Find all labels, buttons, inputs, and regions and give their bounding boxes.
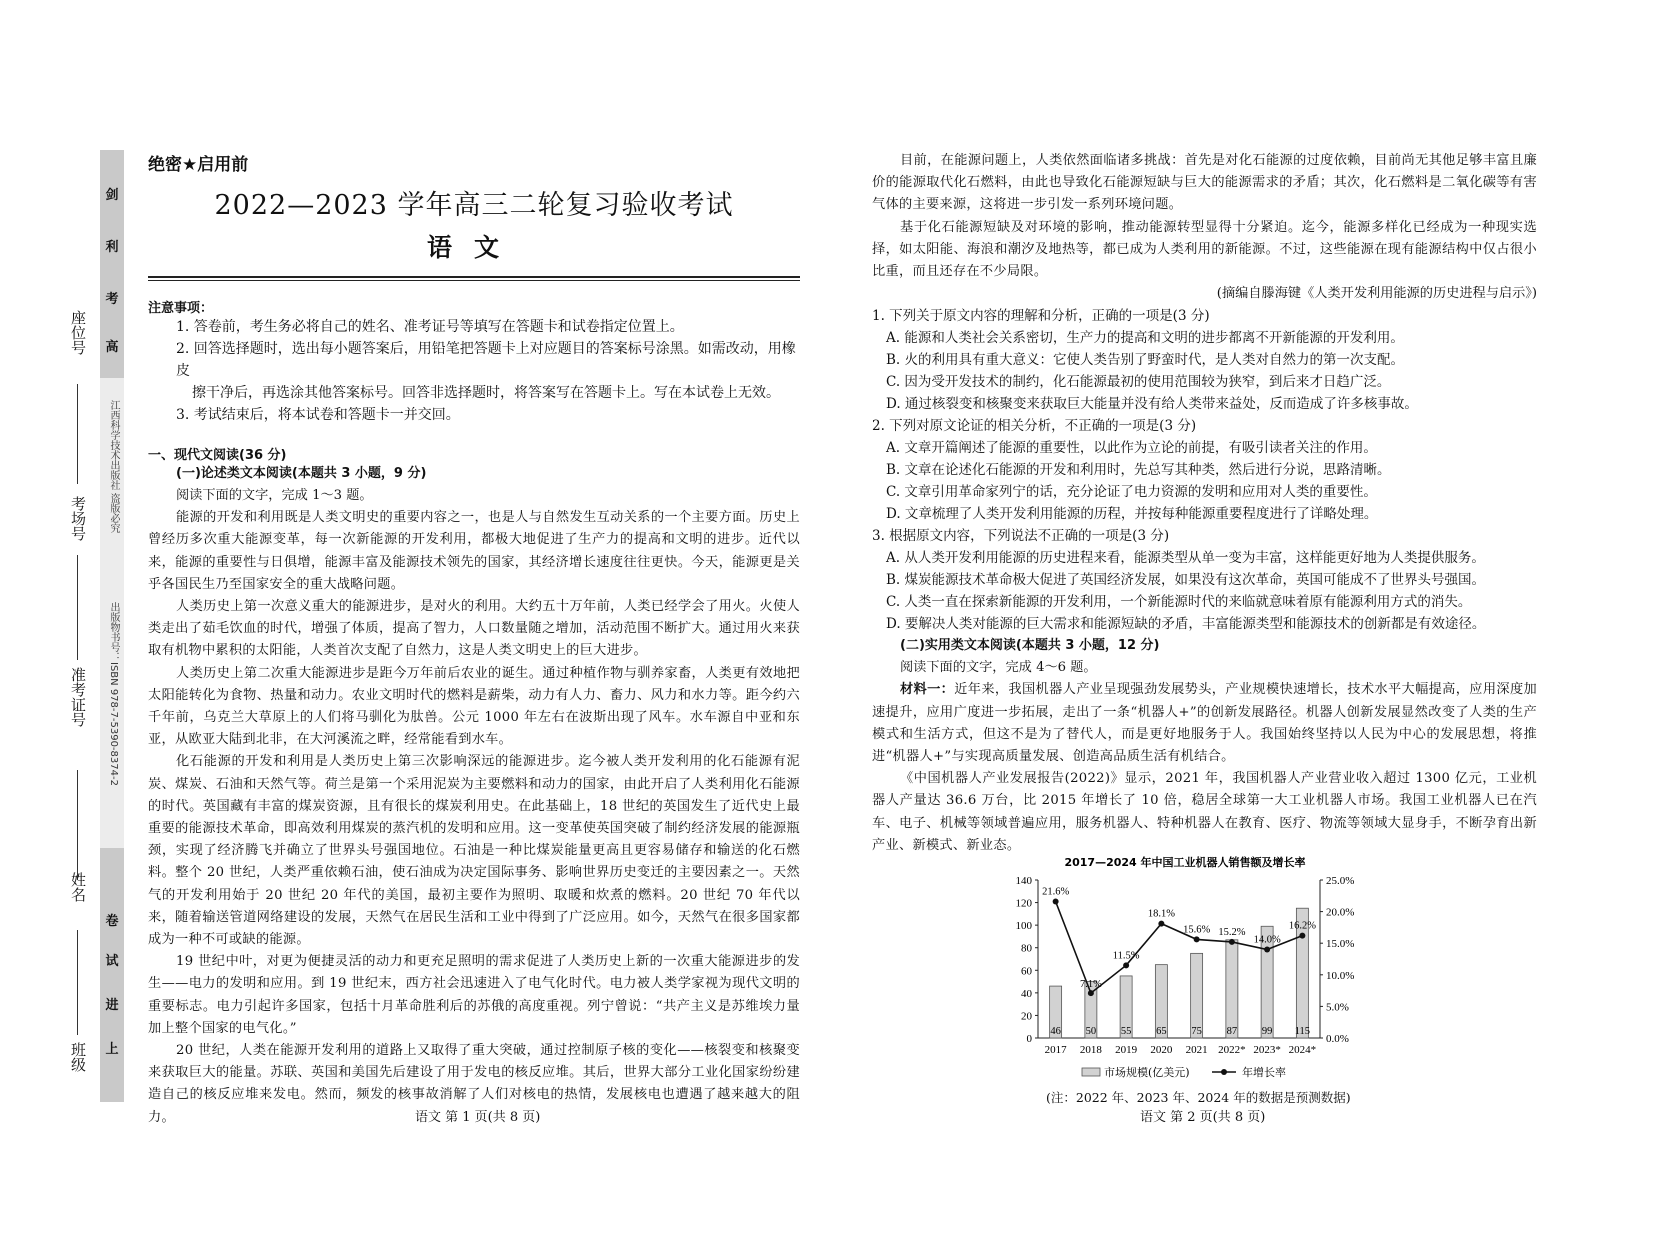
- question-option: D. 文章梳理了人类开发利用能源的历程，并按每种能源重要程度进行了详略处理。: [886, 506, 1378, 523]
- left-tick-label: 60: [1021, 965, 1032, 978]
- question-option: C. 人类一直在探索新能源的开发利用，一个新能源时代的来临就意味着原有能源利用方式的消失。: [886, 594, 1472, 611]
- seat-number-line[interactable]: [77, 384, 78, 484]
- growth-rate-point: [1158, 921, 1164, 927]
- right-tick-label: 15.0%: [1326, 938, 1355, 951]
- question-option: C. 因为受开发技术的制约，化石能源最初的使用范围较为狭窄，到后来才日趋广泛。: [886, 374, 1391, 391]
- growth-rate-point: [1123, 962, 1129, 968]
- x-tick-label: 2019: [1115, 1044, 1138, 1056]
- x-tick-label: 2020: [1150, 1044, 1173, 1056]
- right-tick-label: 25.0%: [1326, 875, 1355, 887]
- section-heading: 一、现代文阅读(36 分): [148, 448, 287, 463]
- question-option: D. 要解决人类对能源的巨大需求和能源短缺的矛盾，丰富能源类型和能源技术的创新都是有效途径。: [886, 616, 1486, 633]
- left-tick-label: 140: [1015, 875, 1032, 887]
- passage-paragraph: 人类历史上第二次重大能源进步是距今万年前后农业的诞生。通过种植作物与驯养家畜，人类更有效地把太阳能转化为食物、热量和动力。农业文明时代的燃料是薪柴，动力有人力、畜力、风力和水力等。距今约六千年前，乌克兰大草原上的人们将马驯化为肽兽。公元 1000 年左右在波斯出现了风车。水车源自中亚和东亚，从欧亚大陆到北非，在大河溪流之畔，经常能看到水车。: [148, 665, 800, 748]
- x-tick-label: 2017: [1044, 1044, 1067, 1056]
- left-tick-label: 80: [1021, 942, 1032, 955]
- question-option: A. 能源和人类社会关系密切，生产力的提高和文明的进步都离不开新能源的开发利用。: [886, 330, 1404, 347]
- question-option: A. 从人类开发利用能源的历史进程来看，能源类型从单一变为丰富，这样能更好地为人类提供服务。: [886, 550, 1485, 567]
- legend-bar-swatch: [1082, 1068, 1100, 1076]
- exam-title: 2022—2023 学年高三二轮复习验收考试: [214, 190, 734, 221]
- x-tick-label: 2021: [1185, 1044, 1208, 1056]
- passage-paragraph: 19 世纪中叶，对更为便捷灵活的动力和更充足照明的需求促进了人类历史上新的一次重大能源进步的发生——电力的发明和应用。到 19 世纪末，西方社会迅速进入了电气化时代。电力被人类学家视为现代文明的重要标志。电力引起许多国家，包括十月革命胜利后的苏俄的高度重视。列宁曾说：“共产主义是苏维埃力量加上整个国家的电气化。”: [148, 954, 800, 1036]
- question-stem: 2. 下列对原文论证的相关分析，不正确的一项是(3 分): [872, 418, 1197, 435]
- bar-value-label: 65: [1156, 1026, 1167, 1037]
- page-2: [872, 150, 1537, 857]
- legend-line-label: 年增长率: [1242, 1066, 1286, 1079]
- bar-value-label: 46: [1050, 1026, 1061, 1037]
- binding-char: 考: [105, 292, 119, 307]
- material-1-text: 近年来，我国机器人产业呈现强劲发展势头，产业规模快速增长，技术水平大幅提高，应用深度加速提升，应用广度进一步拓展，走出了一条“机器人+”的创新发展路径。机器人创新发展显然改变了人类的生产模式和生活方式，但这不是为了替代人，而是更好地服务于人。我国始终坚持以人民为中心的发展思想，将推进“机器人+”与实现高质量发展、创造高品质生活有机结合。: [872, 682, 1537, 765]
- right-tick-label: 5.0%: [1326, 1001, 1349, 1014]
- right-tick-label: 20.0%: [1326, 906, 1355, 919]
- x-tick-label: 2018: [1079, 1044, 1102, 1056]
- question-stem: 3. 根据原文内容，下列说法不正确的一项是(3 分): [872, 528, 1170, 545]
- passage-paragraph: 20 世纪，人类在能源开发利用的道路上又取得了重大突破，通过控制原子核的变化——核裂变和核聚变来获取巨大的能量。苏联、英国和美国先后建设了用于发电的核反应堆。其后，世界大部分工业化国家纷纷建造自己的核反应堆来发电。然而，频发的核事故消解了人们对核电的热情，发展核电也遭遇了越来越大的阻力。: [148, 1043, 800, 1125]
- x-tick-label: 2024*: [1288, 1044, 1317, 1056]
- growth-rate-point: [1299, 933, 1305, 939]
- growth-rate-point: [1194, 936, 1200, 942]
- material-1-lead: 材料一：: [900, 682, 955, 698]
- question-option: A. 文章开篇阐述了能源的重要性，以此作为立论的前提，有吸引读者关注的作用。: [886, 440, 1377, 457]
- question-option: B. 煤炭能源技术革命极大促进了英国经济发展，如果没有这次革命，英国可能成不了世界头号强国。: [886, 572, 1486, 589]
- page-1: [148, 150, 800, 1129]
- binding-strip: [100, 150, 124, 1102]
- question-option: B. 火的利用具有重大意义：它使人类告别了野蛮时代，是人类对自然力的第一次支配。: [886, 352, 1405, 369]
- question-stem: 1. 下列关于原文内容的理解和分析，正确的一项是(3 分): [872, 308, 1210, 325]
- chart-canvas: [990, 854, 1380, 1104]
- class-label: 班级: [69, 1042, 87, 1072]
- name-label: 姓名: [69, 872, 87, 902]
- left-tick-label: 40: [1021, 987, 1032, 1000]
- question-option: D. 通过核裂变和核聚变来获取巨大能量并没有给人类带来益处，反而造成了许多核事故。: [886, 396, 1418, 413]
- notice-item: 2. 回答选择题时，选出每小题答案后，用铅笔把答题卡上对应题目的答案标号涂黑。如需改动，用橡皮: [176, 341, 796, 379]
- material-1-paragraph-2: 《中国机器人产业发展报告(2022)》显示，2021 年，我国机器人产业营业收入超过 1300 亿元，工业机器人产量达 36.6 万台，比 2015 年增长了 10 倍，稳居全球第一大工业机器人市场。我国工业机器人已在汽车、电子、机械等领域普遍应用，服务机器人、特种机器人在教育、医疗、物流等领域大显身手，不断孕育出新产业、新模式、新业态。: [872, 771, 1537, 853]
- chart-title: 2017—2024 年中国工业机器人销售额及增长率: [1064, 856, 1306, 869]
- bar-value-label: 75: [1191, 1026, 1202, 1037]
- robot-sales-chart: [990, 854, 1380, 1108]
- growth-rate-label: 14.0%: [1253, 934, 1281, 946]
- binding-char: 剑: [105, 188, 119, 203]
- passage-paragraph: 基于化石能源短缺及对环境的影响，推动能源转型显得十分紧迫。迄今，能源多样化已经成为一种现实选择，如太阳能、海浪和潮汐及地热等，都已成为人类利用的新能源。不过，这些能源在现有能源结构中仅占很小比重，而且还存在不少局限。: [872, 219, 1537, 280]
- binding-char: 高: [105, 340, 119, 355]
- binding-char: 上: [105, 1042, 119, 1057]
- admission-number-line[interactable]: [77, 770, 78, 880]
- passage-paragraph: 目前，在能源问题上，人类依然面临诸多挑战：首先是对化石能源的过度依赖，目前尚无其他足够丰富且廉价的能源取代化石燃料，由此也导致化石能源短缺与巨大的能源需求的矛盾；其次，化石燃料是二氧化碳等有害气体的主要来源，这将进一步引发一系列环境问题。: [872, 153, 1537, 213]
- left-tick-label: 120: [1015, 897, 1032, 910]
- exam-room-label: 考场号: [69, 496, 87, 541]
- bar-value-label: 99: [1261, 1026, 1273, 1037]
- page-2-footer: 语文 第 2 页(共 8 页): [1140, 1110, 1266, 1125]
- right-tick-label: 0.0%: [1326, 1033, 1349, 1045]
- growth-rate-label: 15.6%: [1183, 924, 1211, 936]
- passage-paragraph: 能源的开发和利用既是人类文明史的重要内容之一，也是人与自然发生互动关系的一个主要方面。历史上曾经历多次重大能源变革，每一次新能源的开发利用，都极大地促进了生产力的提高和文明的进步。近代以来，能源的重要性与日俱增，能源丰富及能源技术领先的国家，其经济增长速度往往更快。今天，能源更是关乎各国民生乃至国家安全的重大战略问题。: [148, 510, 800, 592]
- growth-rate-label: 16.2%: [1288, 920, 1316, 932]
- x-tick-label: 2023*: [1253, 1044, 1281, 1056]
- passage-paragraph: 人类历史上第一次意义重大的能源进步，是对火的利用。大约五十万年前，人类已经学会了用火。火使人类走出了茹毛饮血的时代，增强了体质，提高了智力，人口数量随之增加，活动范围不断扩大。通过用火来获取有机物中累积的太阳能，人类首次支配了自然力，这是人类文明史上的巨大进步。: [148, 599, 800, 659]
- question-option: B. 文章在论述化石能源的开发和利用时，先总写其种类，然后进行分说，思路清晰。: [886, 462, 1391, 479]
- binding-char: 试: [105, 954, 119, 969]
- binding-char: 进: [105, 998, 119, 1013]
- subsection-heading: (一)论述类文本阅读(本题共 3 小题，9 分): [176, 466, 427, 481]
- bar-2022: [1226, 940, 1238, 1038]
- growth-rate-label: 15.2%: [1218, 926, 1246, 938]
- binding-char: 卷: [105, 914, 119, 929]
- citation: (摘编自滕海键《人类开发利用能源的历史进程与启示》): [1216, 286, 1537, 302]
- growth-rate-point: [1088, 990, 1094, 996]
- passage-paragraph: 化石能源的开发和利用是人类历史上第三次影响深远的能源进步。迄今被人类开发利用的化石能源有泥炭、煤炭、石油和天然气等。荷兰是第一个采用泥炭为主要燃料和动力的国家，由此开启了人类利用化石能源的时代。英国藏有丰富的煤炭资源，且有很长的煤炭利用史。在此基础上，18 世纪的英国发生了近代史上最重要的能源技术革命，即高效利用煤炭的蒸汽机的发明和应用。这一变革使英国突破了制约经济发展的能源瓶颈，实现了经济腾飞并确立了世界头号强国地位。石油是一种比煤炭能量更高且更容易储存和输送的化石燃料。整个 20 世纪，人类严重依赖石油，使石油成为决定国际事务、影响世界历史变迁的主要因素之一。天然气的开发利用始于 20 世纪 20 年代的美国，最初主要作为照明、取暖和炊煮的燃料。20 世纪 70 年代以来，随着输送管道网络建设的发展，天然气在居民生活和工业中得到了广泛应用。如今，天然气在很多国家都成为一种不可或缺的能源。: [148, 754, 800, 948]
- reading-instruction: 阅读下面的文字，完成 4～6 题。: [900, 660, 1097, 676]
- growth-rate-point: [1229, 939, 1235, 945]
- admission-number-label: 准考证号: [69, 667, 87, 727]
- growth-rate-point: [1264, 947, 1270, 953]
- growth-rate-point: [1053, 898, 1059, 904]
- name-line[interactable]: [77, 930, 78, 1035]
- growth-rate-label: 7.1%: [1079, 979, 1102, 991]
- legend-bar-label: 市场规模(亿美元): [1104, 1066, 1190, 1079]
- notice-item: 3. 考试结束后，将本试卷和答题卡一并交回。: [176, 407, 460, 423]
- publisher-info: 江西科学技术出版社 盗版必究: [108, 400, 119, 534]
- chart-note: (注：2022 年、2023 年、2024 年的数据是预测数据): [1046, 1090, 1351, 1105]
- page-1-footer: 语文 第 1 页(共 8 页): [415, 1110, 541, 1125]
- binding-char: 利: [105, 240, 119, 255]
- left-tick-label: 20: [1021, 1010, 1032, 1023]
- x-tick-label: 2022*: [1218, 1044, 1246, 1056]
- subject-title: 语文: [426, 233, 521, 262]
- left-tick-label: 100: [1015, 920, 1032, 933]
- growth-rate-label: 21.6%: [1042, 886, 1070, 898]
- notice-item: 1. 答卷前，考生务必将自己的姓名、准考证号等填写在答题卡和试卷指定位置上。: [176, 319, 684, 335]
- right-tick-label: 10.0%: [1326, 969, 1355, 982]
- exam-room-line[interactable]: [77, 555, 78, 660]
- material-1-paragraph: [872, 679, 1537, 768]
- notice-heading: 注意事项：: [148, 301, 214, 316]
- subsection-heading: (二)实用类文本阅读(本题共 3 小题，12 分): [900, 638, 1160, 654]
- isbn-info: 出版物书号：ISBN 978-7-5390-8374-2: [108, 602, 119, 786]
- confidential-mark: 绝密★启用前: [148, 155, 249, 175]
- bar-value-label: 115: [1294, 1026, 1311, 1037]
- title-divider: [148, 276, 800, 281]
- legend-line-marker: [1221, 1069, 1227, 1075]
- left-tick-label: 0: [1026, 1033, 1032, 1045]
- bar-value-label: 87: [1226, 1026, 1238, 1037]
- question-option: C. 文章引用革命家列宁的话，充分论证了电力资源的发明和应用对人类的重要性。: [886, 484, 1377, 501]
- bar-value-label: 50: [1085, 1026, 1097, 1037]
- seat-number-label: 座位号: [69, 310, 87, 355]
- growth-rate-label: 18.1%: [1147, 908, 1175, 920]
- notice-item: 擦干净后，再选涂其他答案标号。回答非选择题时，将答案写在答题卡上。写在本试卷上无效。: [192, 385, 780, 401]
- growth-rate-label: 11.5%: [1112, 950, 1140, 962]
- reading-instruction: 阅读下面的文字，完成 1～3 题。: [176, 488, 373, 503]
- bar-value-label: 55: [1120, 1026, 1132, 1037]
- binding-bar-bottom: [100, 848, 124, 1102]
